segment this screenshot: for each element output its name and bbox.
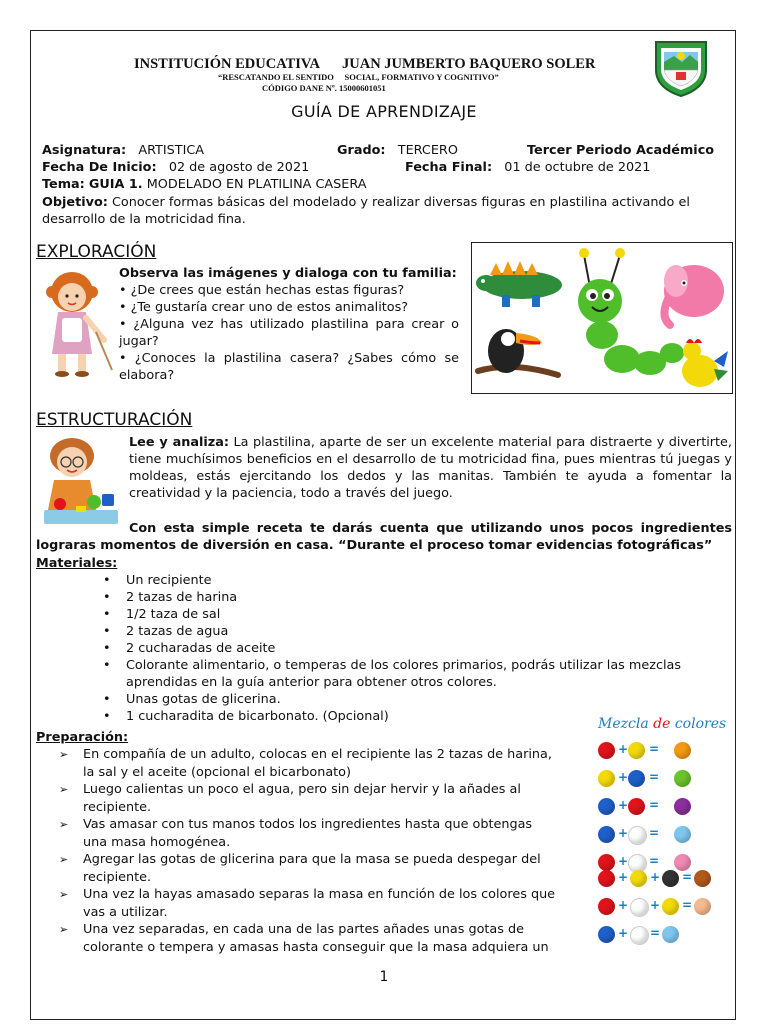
color-dot	[674, 854, 691, 871]
period-label: Tercer Periodo Académico	[527, 143, 715, 158]
color-dot	[628, 742, 645, 759]
color-mix-chart	[592, 712, 740, 962]
color-dot	[662, 870, 679, 887]
material-item: • 2 tazas de agua	[100, 623, 700, 640]
color-dot	[598, 742, 615, 759]
preparacion-steps	[59, 746, 559, 956]
color-mix-title: Mezcla de colores	[598, 716, 727, 732]
grade-row: Grado: TERCERO	[337, 143, 458, 158]
color-dot	[630, 926, 649, 945]
topic-value: MODELADO EN PLATILINA CASERA	[146, 177, 367, 192]
recipe-intro: Con esta simple receta te darás cuenta que utilizando unos pocos ingredientes lograras momentos de diversión en casa. “Durante el proceso tomar evidencias fotográficas”	[36, 521, 732, 553]
question-item: • ¿Conoces la plastilina casera? ¿Sabes cómo se elabora?	[119, 351, 459, 383]
material-item: • 2 cucharadas de aceite	[100, 640, 700, 657]
equals-sign: =	[649, 798, 660, 812]
question-item: • ¿De crees que están hechas estas figuras?	[119, 283, 405, 298]
preparacion-heading: Preparación:	[36, 730, 129, 745]
color-dot	[598, 798, 615, 815]
question-item: • ¿Te gustaría crear uno de estos animalitos?	[119, 300, 409, 315]
plus-sign: +	[650, 898, 661, 912]
exploracion-heading: EXPLORACIÓN	[36, 242, 157, 262]
equals-sign: =	[650, 926, 661, 940]
step-item: ➢ Vas amasar con tus manos todos los ingredientes hasta que obtengas una masa homogénea.	[59, 816, 559, 851]
step-item: ➢ Luego calientas un poco el agua, pero sin dejar hervir y la añades al recipiente.	[59, 781, 559, 816]
color-dot	[662, 926, 679, 943]
grade-value: TERCERO	[397, 143, 458, 158]
color-dot	[694, 870, 711, 887]
material-item: • 1 cucharadita de bicarbonato. (Opcional)	[100, 708, 700, 725]
exploracion-lead: Observa las imágenes y dialoga con tu familia:	[119, 266, 457, 281]
color-dot	[674, 826, 691, 843]
color-dot	[674, 742, 691, 759]
school-crest-logo	[650, 36, 712, 98]
clay-animals-image	[472, 243, 733, 394]
plus-sign: +	[618, 898, 629, 912]
material-item: • 1/2 taza de sal	[100, 606, 700, 623]
estructuracion-heading: ESTRUCTURACIÓN	[36, 410, 193, 430]
equals-sign: =	[649, 854, 660, 868]
equals-sign: =	[649, 742, 660, 756]
materiales-list	[100, 572, 700, 725]
step-item: ➢ Una vez separadas, en cada una de las partes añades unas gotas de colorante o tempera y amasas hasta conseguir que la masa adquiera un	[59, 921, 559, 956]
clay-figures-photo	[471, 242, 733, 394]
step-item: ➢ En compañía de un adulto, colocas en el recipiente las 2 tazas de harina, la sal y el aceite (opcional el bicarbonato)	[59, 746, 559, 781]
plus-sign: +	[618, 742, 629, 756]
subject-row: Asignatura: ARTISTICA	[42, 143, 205, 158]
plus-sign: +	[618, 870, 629, 884]
exploracion-questions	[119, 282, 459, 384]
plus-sign: +	[618, 826, 629, 840]
equals-sign: =	[649, 826, 660, 840]
color-dot	[662, 898, 679, 915]
plus-sign: +	[618, 770, 629, 784]
page-title: GUÍA DE APRENDIZAJE	[291, 102, 477, 121]
material-item: • Unas gotas de glicerina.	[100, 691, 700, 708]
color-dot	[628, 826, 647, 845]
color-dot	[598, 870, 615, 887]
step-item: ➢ Agregar las gotas de glicerina para que la masa se pueda despegar del recipiente.	[59, 851, 559, 886]
dane-code: CÓDIGO DANE Nº. 15000601051	[262, 83, 386, 93]
color-dot	[598, 926, 615, 943]
girl-illustration	[36, 266, 114, 382]
color-dot	[598, 898, 615, 915]
material-item: • 2 tazas de harina	[100, 589, 700, 606]
boy-illustration	[36, 432, 122, 528]
plus-sign: +	[618, 926, 629, 940]
plus-sign: +	[618, 798, 629, 812]
equals-sign: =	[649, 770, 660, 784]
color-dot	[598, 826, 615, 843]
step-item: ➢ Una vez la hayas amasado separas la masa en función de los colores que vas a utilizar.	[59, 886, 559, 921]
school-name: JUAN JUMBERTO BAQUERO SOLER	[342, 56, 596, 72]
color-dot	[630, 898, 649, 917]
end-date: 01 de octubre de 2021	[504, 160, 651, 175]
color-dot	[628, 770, 645, 787]
equals-sign: =	[682, 870, 693, 884]
color-dot	[598, 854, 615, 871]
page-number: 1	[379, 969, 389, 985]
color-dot	[628, 798, 645, 815]
objective-value: Conocer formas básicas del modelado y realizar diversas figuras en plastilina activando el desarrollo de la motricidad fina.	[42, 195, 690, 227]
read-and-analyze-paragraph: Lee y analiza: La plastilina, aparte de ser un excelente material para distraerte y divertirte, tiene muchísimos beneficios en el desarrollo de tu motricidad fina, pues mientras tú juegas y moldeas, estás ejercitando los dedos y las manitas. También te ayuda a fomentar la creatividad y la paciencia, todo a través del juego.	[129, 435, 732, 501]
color-dot	[630, 870, 647, 887]
school-header	[134, 56, 595, 73]
equals-sign: =	[682, 898, 693, 912]
plus-sign: +	[650, 870, 661, 884]
subject-value: ARTISTICA	[138, 143, 205, 158]
objective-row: Objetivo: Conocer formas básicas del modelado y realizar diversas figuras en plastilina activando el desarrollo de la motricidad fina.	[42, 195, 690, 227]
color-dot	[694, 898, 711, 915]
school-motto: “RESCATANDO EL SENTIDO SOCIAL, FORMATIVO Y COGNITIVO”	[218, 72, 499, 82]
materiales-heading: Materiales:	[36, 556, 118, 571]
color-dot	[674, 798, 691, 815]
color-dot	[598, 770, 615, 787]
material-item: • Colorante alimentario, o temperas de los colores primarios, podrás utilizar las mezclas aprendidas en la guía anterior para obtener otros colores.	[100, 657, 700, 691]
color-dot	[674, 770, 691, 787]
material-item: • Un recipiente	[100, 572, 700, 589]
institution-label: INSTITUCIÓN EDUCATIVA	[134, 56, 320, 72]
plus-sign: +	[618, 854, 629, 868]
topic-row: Tema: GUIA 1. MODELADO EN PLATILINA CASERA	[42, 177, 367, 192]
start-date: 02 de agosto de 2021	[168, 160, 310, 175]
question-item: • ¿Alguna vez has utilizado plastilina para crear o jugar?	[119, 317, 459, 349]
end-date-row: Fecha Final: 01 de octubre de 2021	[405, 160, 651, 175]
start-date-row: Fecha De Inicio: 02 de agosto de 2021	[42, 160, 310, 175]
